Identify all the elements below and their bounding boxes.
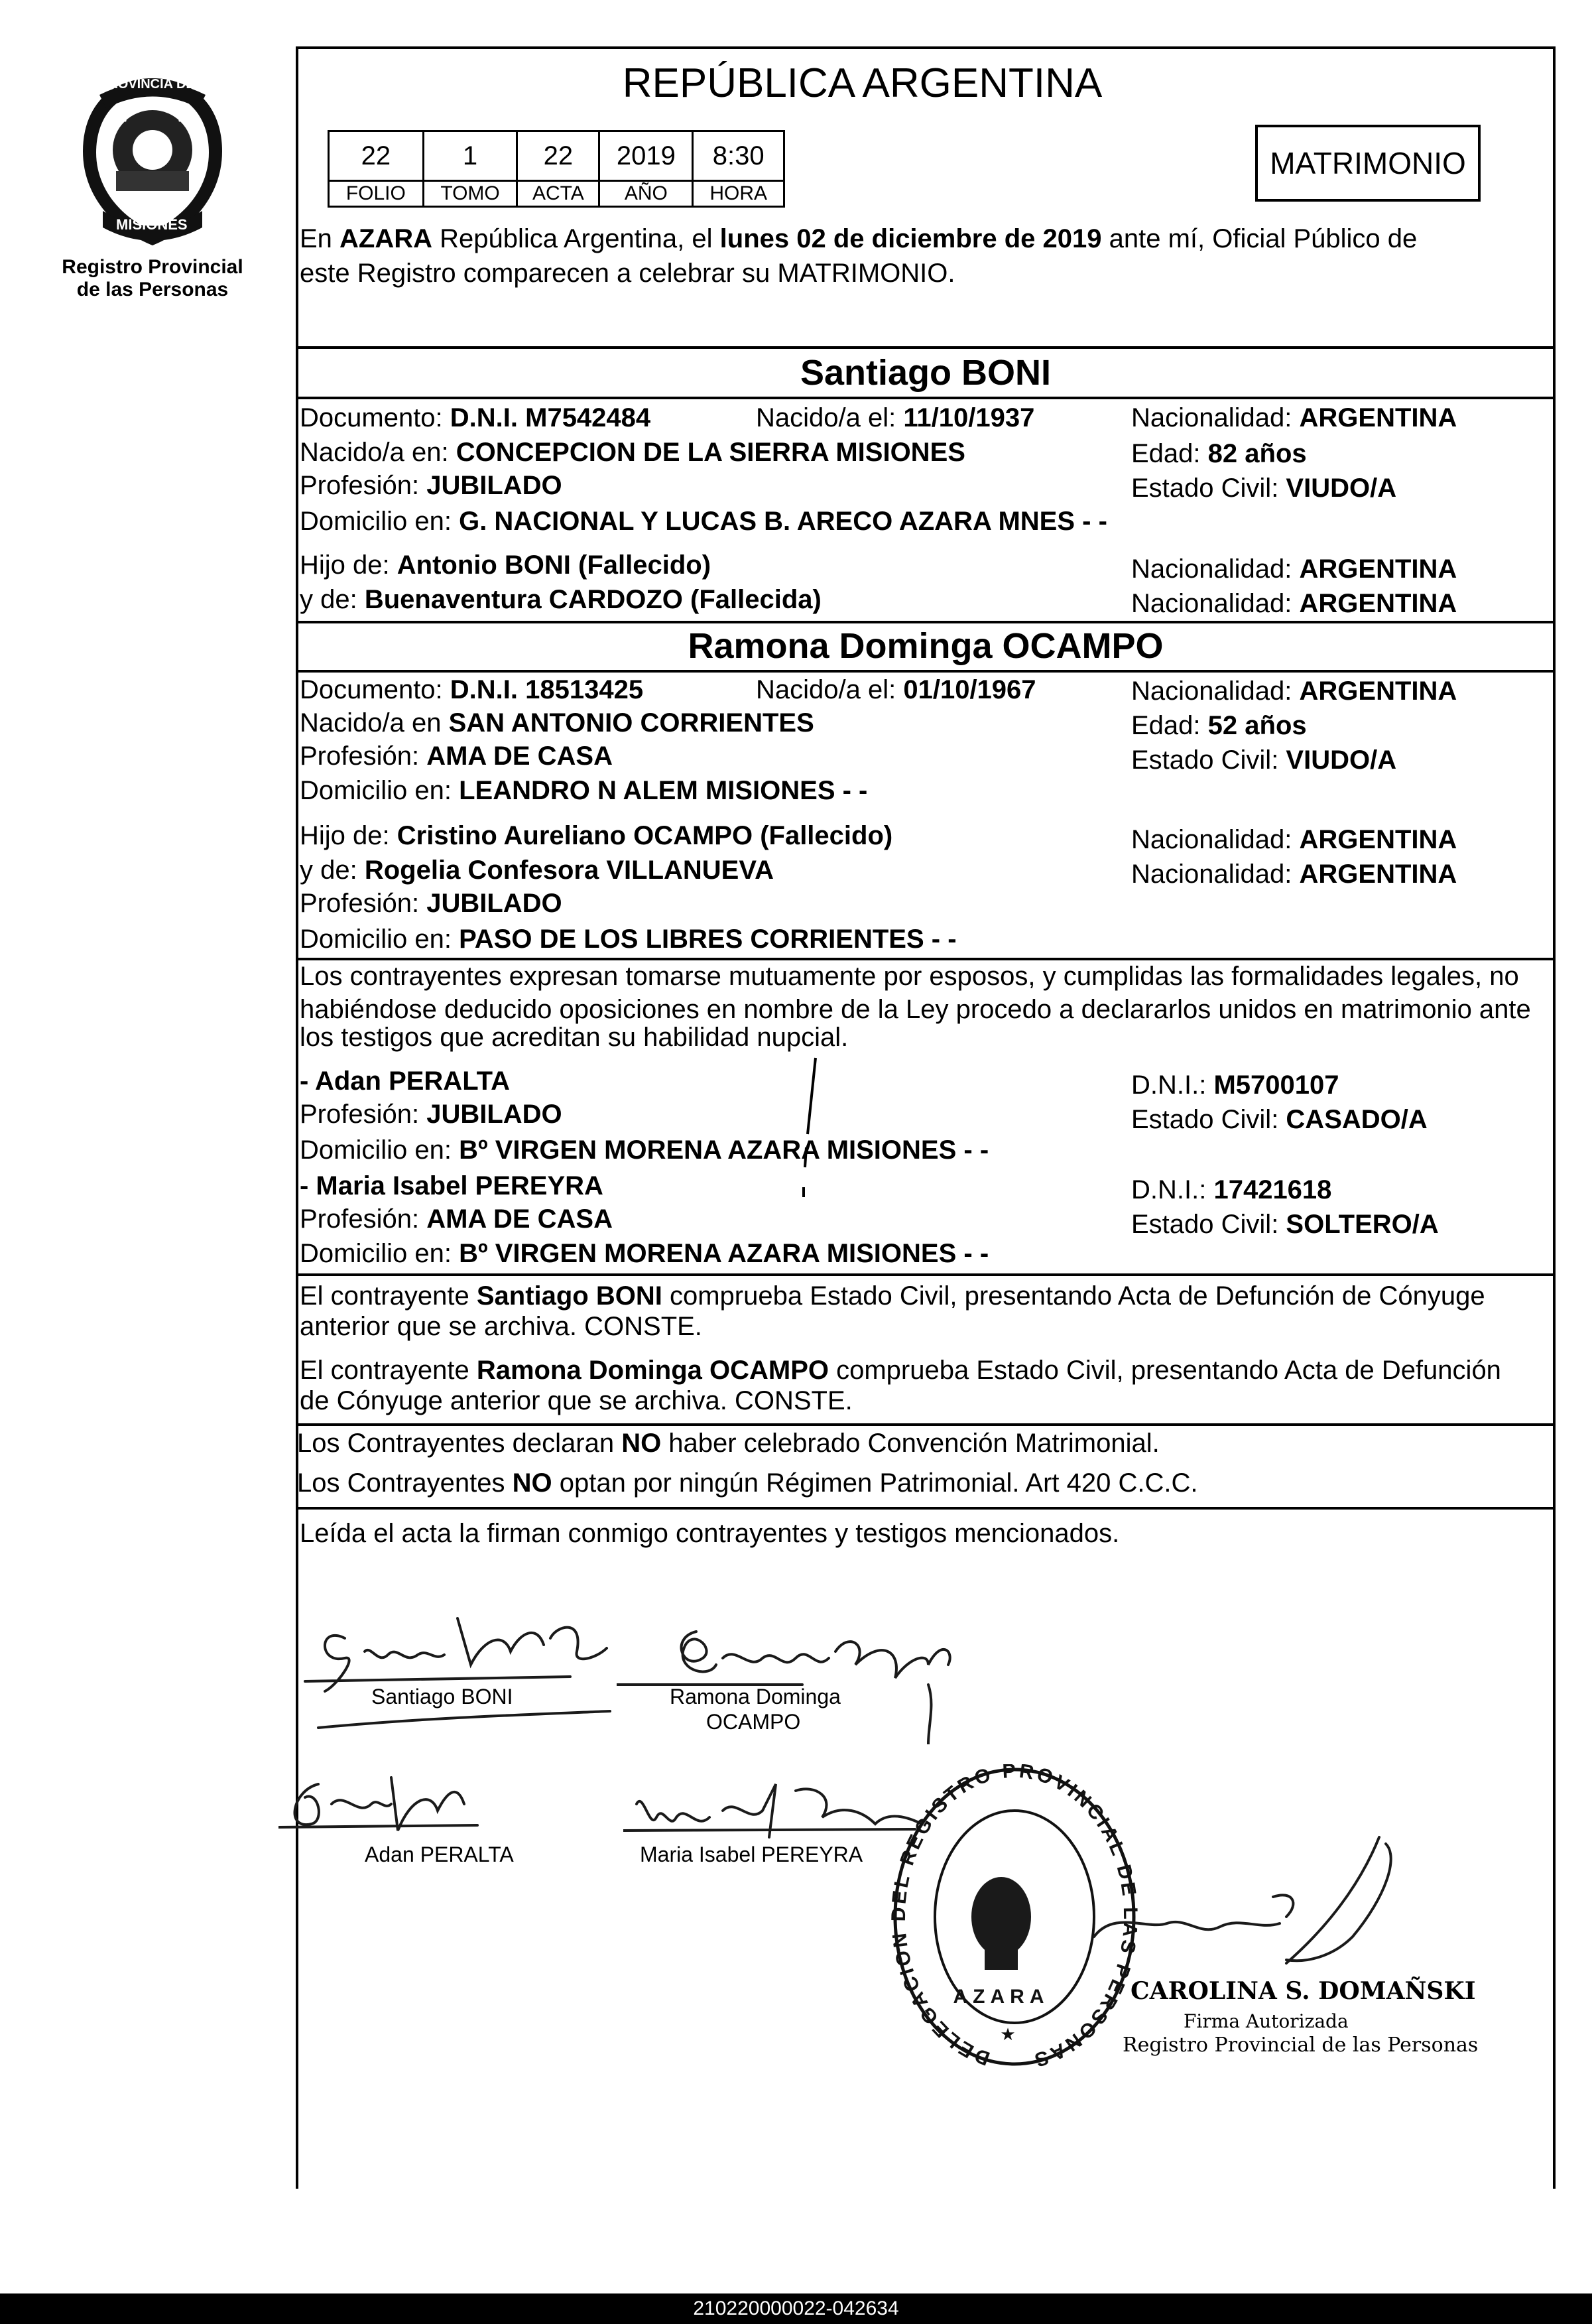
spouse2-name: Ramona Dominga OCAMPO (688, 626, 1164, 666)
divider-header (296, 346, 1556, 349)
seal-text-top: PROVINCIA DE (99, 77, 195, 92)
closing-statement: Leída el acta la firman conmigo contrayentes y testigos mencionados. (300, 1519, 1120, 1548)
spouse1-birthdate: Nacido/a el: 11/10/1937 (756, 403, 1035, 432)
witness1-dni: D.N.I.: M5700107 (1131, 1070, 1339, 1100)
stamp-star-icon: ★ (1000, 2025, 1016, 2045)
acta-label: ACTA (517, 181, 599, 207)
signature-name-ramona-line1: Ramona Dominga (670, 1685, 841, 1709)
witness2-profession: Profesión: AMA DE CASA (300, 1204, 613, 1234)
spouse2-civil-status: Estado Civil: VIUDO/A (1131, 745, 1397, 775)
official-name: CAROLINA S. DOMAÑSKI (1131, 1977, 1476, 2005)
declaration-line3: los testigos que acreditan su habilidad nupcial. (300, 1023, 849, 1052)
spouse2-father-nationality: Nacionalidad: ARGENTINA (1131, 825, 1457, 854)
spouse2-parent-profession: Profesión: JUBILADO (300, 889, 562, 918)
note1-line1: El contrayente Santiago BONI comprueba Estado Civil, presentando Acta de Defunción de Cónyuge (300, 1281, 1485, 1311)
frame-top-border (296, 46, 1556, 49)
witness2-address: Domicilio en: Bº VIRGEN MORENA AZARA MISIONES - - (300, 1239, 989, 1268)
logo-caption-line2: de las Personas (76, 279, 229, 300)
signature-name-ramona-line2: OCAMPO (706, 1710, 801, 1734)
spouse2-document: Documento: D.N.I. 18513425 (300, 675, 644, 704)
spouse2-father: Hijo de: Cristino Aureliano OCAMPO (Fallecido) (300, 821, 893, 850)
spouse2-birthplace: Nacido/a en SAN ANTONIO CORRIENTES (300, 708, 814, 738)
spouse2-address: Domicilio en: LEANDRO N ALEM MISIONES - - (300, 776, 868, 805)
spouse2-mother: y de: Rogelia Confesora VILLANUEVA (300, 856, 774, 885)
intro-line1: En AZARA República Argentina, el lunes 02 de diciembre de 2019 ante mí, Oficial Público de (300, 224, 1418, 253)
logo-caption-line1: Registro Provincial (62, 256, 243, 278)
spouse2-name-underline (296, 670, 1556, 673)
divider-notes (296, 1273, 1556, 1276)
seal-text-bottom: MISIONES (116, 216, 188, 233)
signature-ramona-ocampo (617, 1612, 988, 1744)
spouse1-mother: y de: Buenaventura CARDOZO (Fallecida) (300, 585, 822, 614)
intro-line2: este Registro comparecen a celebrar su MATRIMONIO. (300, 259, 955, 288)
spouse2-mother-nationality: Nacionalidad: ARGENTINA (1131, 860, 1457, 889)
spouse1-civil-status: Estado Civil: VIUDO/A (1131, 474, 1397, 503)
witness1-address: Domicilio en: Bº VIRGEN MORENA AZARA MISIONES - - (300, 1135, 989, 1165)
spouse1-profession: Profesión: JUBILADO (300, 471, 562, 500)
convention-line2: Los Contrayentes NO optan por ningún Régimen Patrimonial. Art 420 C.C.C. (297, 1468, 1198, 1498)
document-barcode-id: 210220000022-042634 (0, 2293, 1592, 2324)
folio-label: FOLIO (329, 181, 424, 207)
spouse2-age: Edad: 52 años (1131, 711, 1307, 740)
note2-line2: de Cónyuge anterior que se archiva. CONSTE. (300, 1386, 853, 1415)
signature-name-maria: Maria Isabel PEREYRA (640, 1842, 863, 1866)
declaration-line2: habiéndose deducido oposiciones en nombre de la Ley procedo a declararlos unidos en matrimonio ante (300, 995, 1531, 1024)
stamp-center-text: AZARA (953, 1986, 1050, 2008)
year-label: AÑO (599, 181, 693, 207)
spouse2-profession: Profesión: AMA DE CASA (300, 742, 613, 771)
spouse2-parent-address: Domicilio en: PASO DE LOS LIBRES CORRIENTES - - (300, 925, 957, 954)
note2-line1: El contrayente Ramona Dominga OCAMPO comprueba Estado Civil, presentando Acta de Defunción (300, 1356, 1501, 1385)
signature-name-santiago: Santiago BONI (371, 1685, 513, 1709)
note1-line2: anterior que se archiva. CONSTE. (300, 1312, 702, 1341)
spouse1-age: Edad: 82 años (1131, 439, 1307, 468)
signature-official (1087, 1831, 1459, 1990)
reference-table (328, 130, 785, 206)
signature-name-adan: Adan PERALTA (365, 1842, 514, 1866)
spouse1-birthplace: Nacido/a en: CONCEPCION DE LA SIERRA MISIONES (300, 438, 965, 467)
declaration-line1: Los contrayentes expresan tomarse mutuamente por esposos, y cumplidas las formalidades legales, no (300, 962, 1519, 991)
divider-convention (296, 1423, 1556, 1426)
folio-value: 22 (329, 131, 424, 181)
spouse1-document: Documento: D.N.I. M7542484 (300, 403, 651, 432)
spouse1-nationality: Nacionalidad: ARGENTINA (1131, 403, 1457, 432)
hour-label: HORA (693, 181, 784, 207)
year-value: 2019 (599, 131, 693, 181)
spouse2-nationality: Nacionalidad: ARGENTINA (1131, 677, 1457, 706)
spouse1-father: Hijo de: Antonio BONI (Fallecido) (300, 550, 711, 580)
spouse1-address: Domicilio en: G. NACIONAL Y LUCAS B. ARECO AZARA MNES - - (300, 507, 1107, 536)
spouse1-mother-nationality: Nacionalidad: ARGENTINA (1131, 589, 1457, 618)
divider-spouse2 (296, 621, 1556, 623)
hour-value: 8:30 (693, 131, 784, 181)
official-authorized: Firma Autorizada (1184, 2010, 1349, 2032)
witness1-civil-status: Estado Civil: CASADO/A (1131, 1105, 1428, 1134)
witness1-name: - Adan PERALTA (300, 1066, 511, 1096)
pen-mark-icon (796, 1055, 822, 1207)
witness2-civil-status: Estado Civil: SOLTERO/A (1131, 1210, 1439, 1239)
official-registry: Registro Provincial de las Personas (1123, 2033, 1479, 2057)
spouse2-birthdate: Nacido/a el: 01/10/1967 (756, 675, 1036, 704)
spouse1-name: Santiago BONI (800, 353, 1052, 393)
witness2-name: - Maria Isabel PEREYRA (300, 1171, 603, 1200)
acta-value: 22 (517, 131, 599, 181)
witness2-dni: D.N.I.: 17421618 (1131, 1175, 1332, 1204)
tomo-label: TOMO (423, 181, 517, 207)
spouse1-name-underline (296, 397, 1556, 399)
stamp-ring-text: DELEGACION DEL REGISTRO PROVINCIAL DE LAS PERSONAS (888, 1764, 1140, 2072)
act-type-box: MATRIMONIO (1255, 125, 1481, 202)
page-title: REPÚBLICA ARGENTINA (622, 60, 1103, 106)
witness1-profession: Profesión: JUBILADO (300, 1100, 562, 1129)
divider-closing (296, 1507, 1556, 1510)
convention-line1: Los Contrayentes declaran NO haber celebrado Convención Matrimonial. (297, 1429, 1160, 1458)
tomo-value: 1 (423, 131, 517, 181)
spouse1-father-nationality: Nacionalidad: ARGENTINA (1131, 554, 1457, 584)
